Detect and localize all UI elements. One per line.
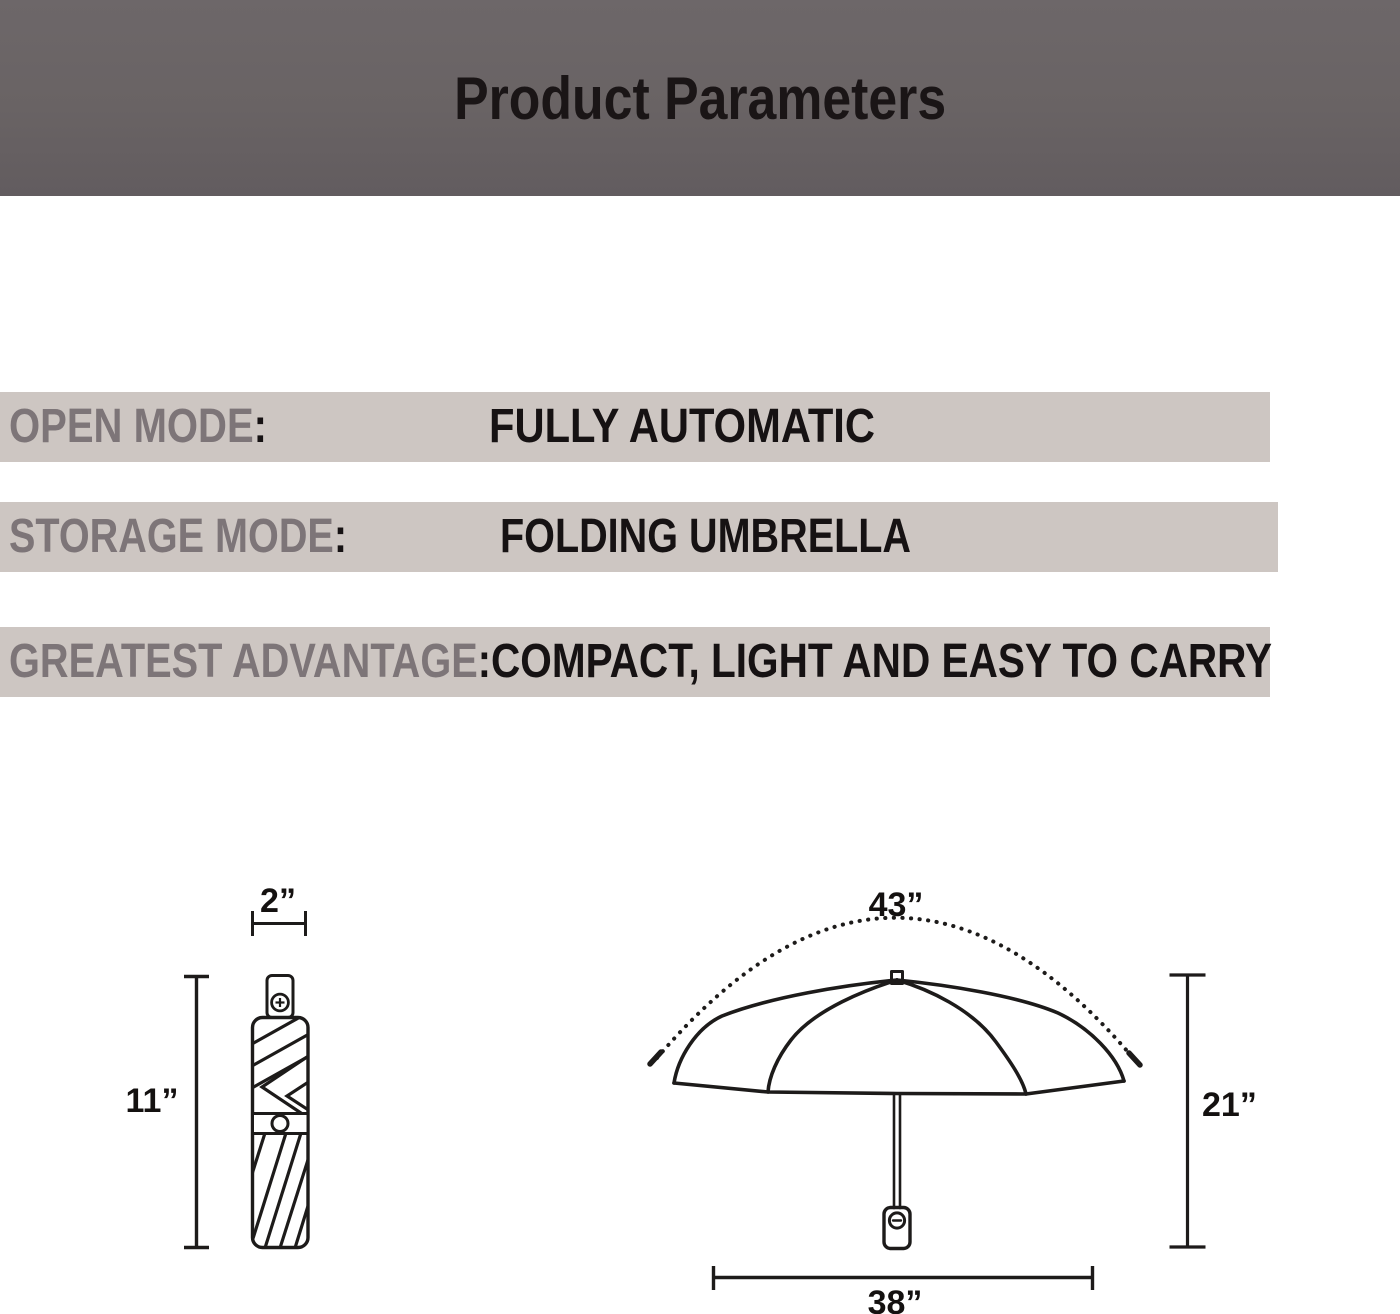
spec-value: FULLY AUTOMATIC [489, 400, 875, 453]
spec-row-greatest-advantage [0, 627, 1270, 697]
open-height-label: 21” [1202, 1086, 1257, 1124]
folded-height-label: 11” [125, 1082, 179, 1120]
spec-colon: : [333, 510, 347, 563]
folded-height-dimension-line [184, 977, 209, 1248]
spec-colon: : [253, 400, 267, 453]
spec-value: COMPACT, LIGHT AND EASY TO CARRY [491, 635, 1272, 688]
header-banner [0, 0, 1400, 196]
spec-label-group [9, 627, 491, 697]
spec-label: OPEN MODE [9, 400, 254, 453]
spec-value: FOLDING UMBRELLA [500, 510, 911, 563]
open-umbrella-drawing [674, 972, 1124, 1249]
auto-open-button-icon [272, 994, 289, 1011]
arc-dimension-line [650, 918, 1140, 1065]
spec-colon: : [477, 635, 491, 688]
spec-label-group [9, 392, 267, 462]
handle [884, 1208, 910, 1249]
folded-width-label: 2” [260, 882, 296, 920]
ferrule-tip [892, 972, 903, 984]
open-arc-width-label: 43” [868, 886, 924, 924]
open-umbrella-diagram [650, 918, 1206, 1290]
open-height-dimension-line [1170, 975, 1206, 1247]
auto-open-button-icon [889, 1213, 904, 1228]
spec-label-group [9, 502, 347, 572]
open-canopy-width-label: 38” [867, 1284, 923, 1314]
folded-umbrella-drawing [243, 976, 318, 1249]
spec-row-storage-mode [0, 502, 1278, 572]
spec-label: GREATEST ADVANTAGE [9, 635, 478, 688]
strap-stud-icon [272, 1116, 288, 1132]
folded-umbrella-diagram [184, 911, 318, 1248]
spec-row-open-mode [0, 392, 1270, 462]
strap-band [253, 1114, 309, 1134]
fabric-stripe-pattern [243, 985, 318, 1248]
page-title: Product Parameters [453, 64, 946, 132]
spec-label: STORAGE MODE [9, 510, 334, 563]
